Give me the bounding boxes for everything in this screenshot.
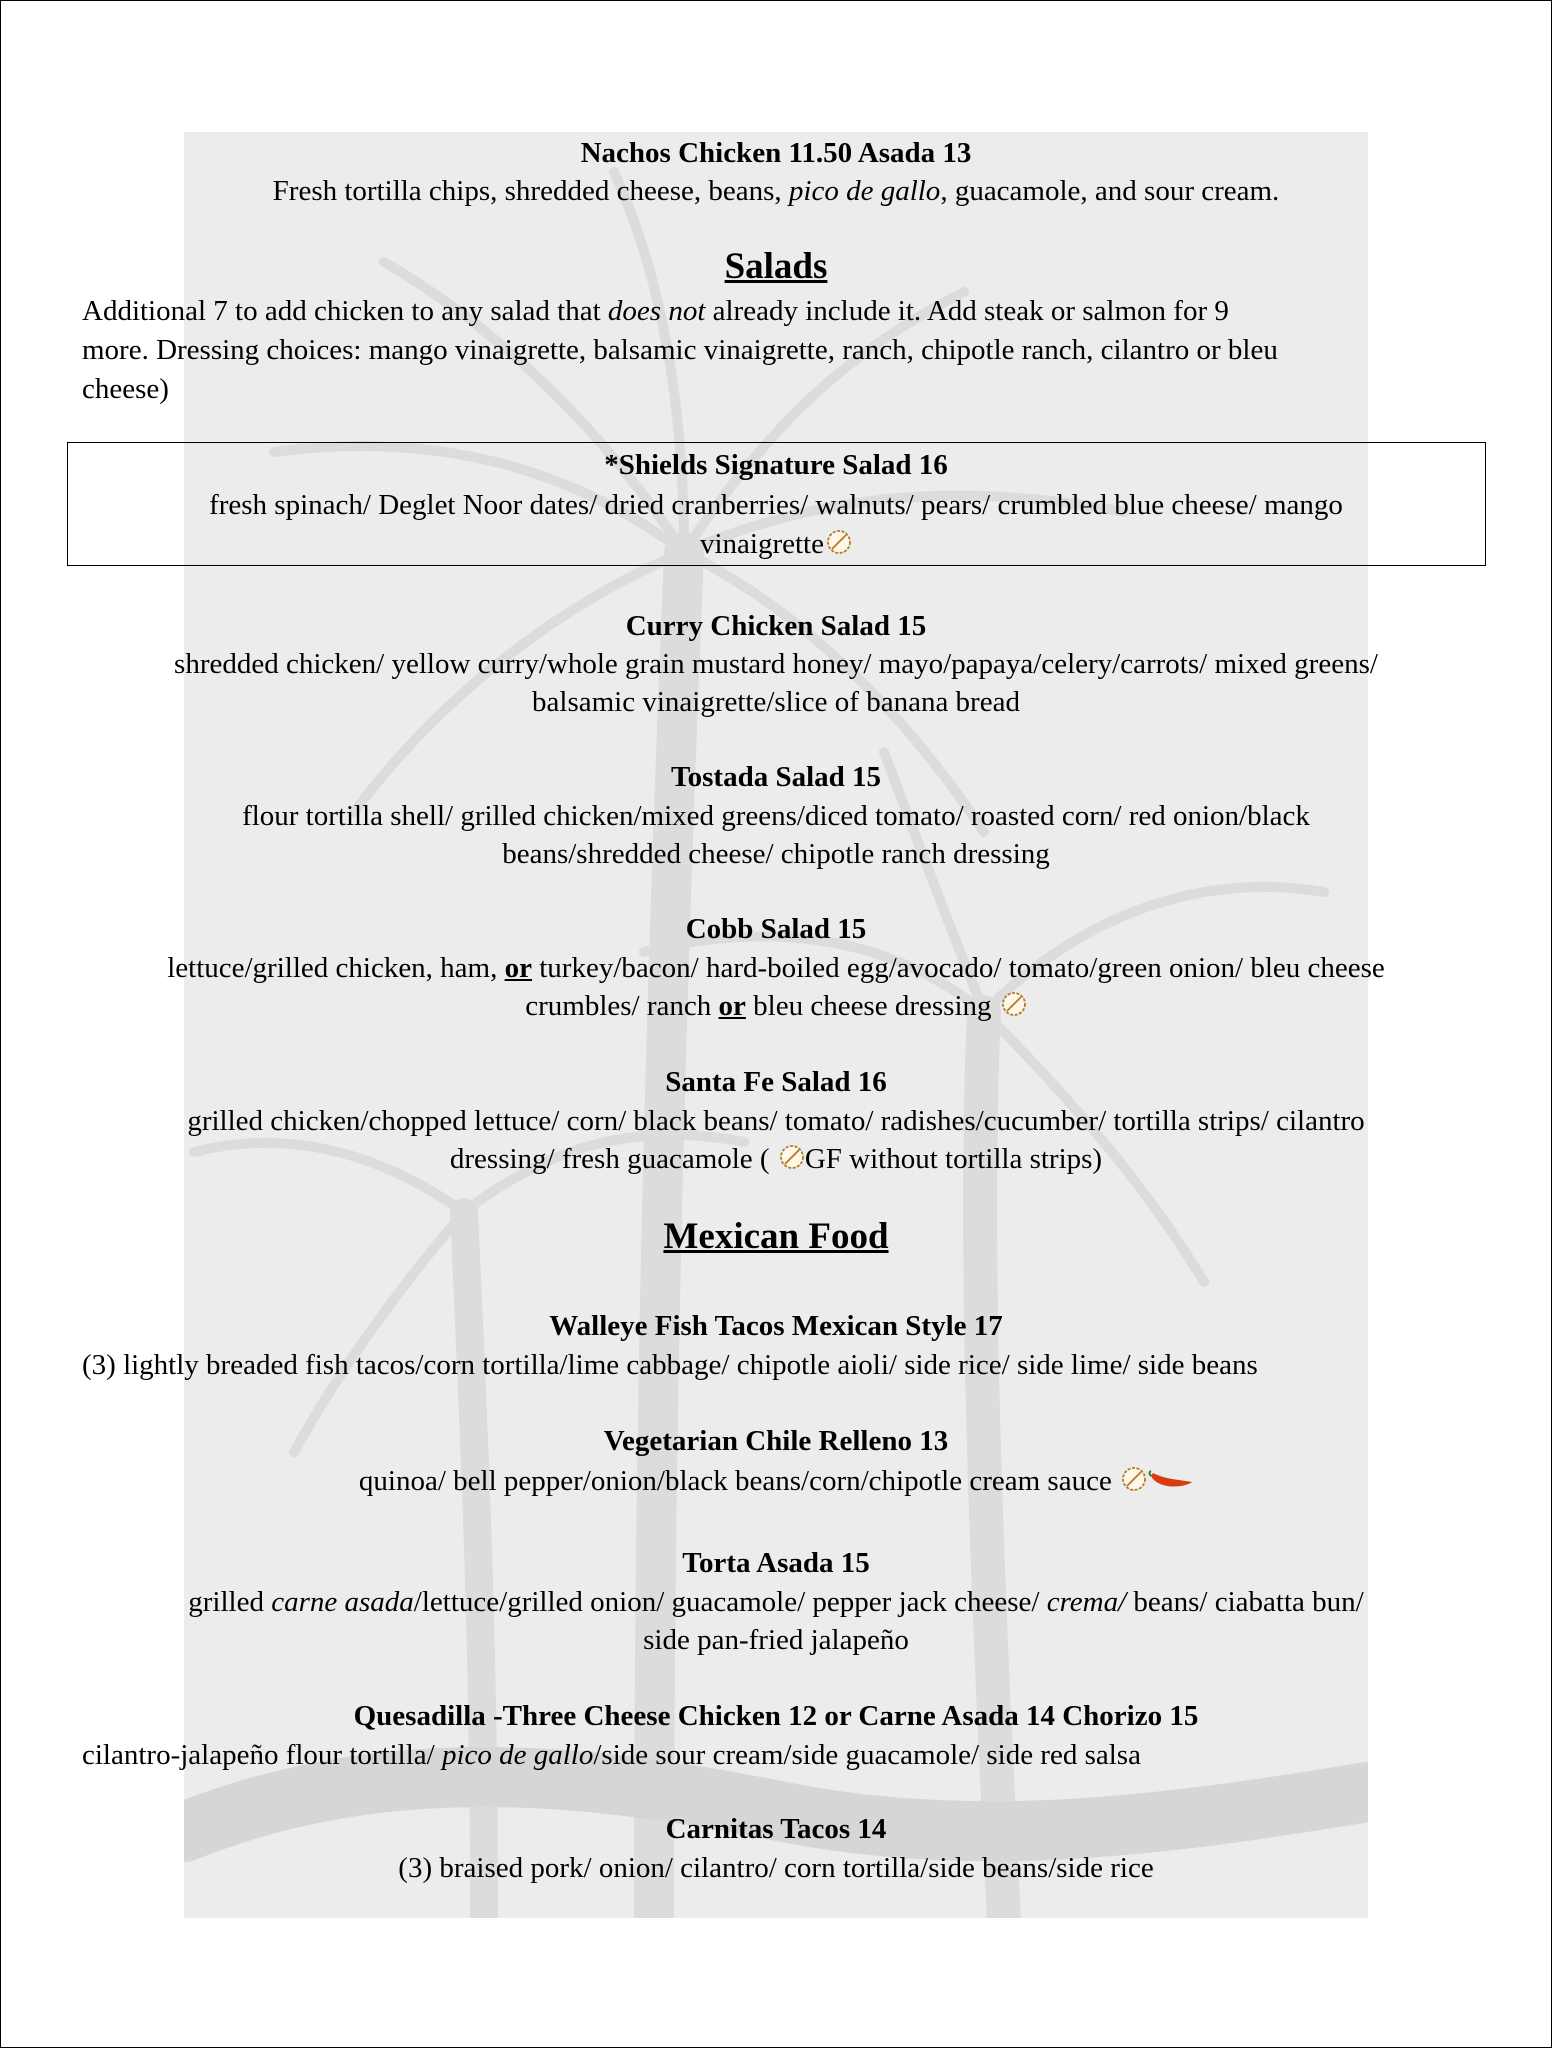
- quesadilla-line-1: cilantro-jalapeño flour tortilla/ pico de gallo/side sour cream/side guacamole/ side red salsa: [82, 1739, 1141, 1771]
- curry-salad-title: Curry Chicken Salad 15: [625, 610, 927, 642]
- chile-relleno-line-1: quinoa/ bell pepper/onion/black beans/corn/chipotle cream sauce: [60, 1462, 1492, 1501]
- torta-asada-title: Torta Asada 15: [682, 1547, 870, 1579]
- tostada-salad-line-2: beans/shredded cheese/ chipotle ranch dressing: [502, 838, 1050, 870]
- walleye-tacos-title: Walleye Fish Tacos Mexican Style 17: [549, 1310, 1003, 1342]
- salads-heading: Salads: [724, 246, 828, 287]
- mexican-food-heading: Mexican Food: [663, 1216, 889, 1257]
- curry-salad-line-1: shredded chicken/ yellow curry/whole grain mustard honey/ mayo/papaya/celery/carrots/ mixed greens/: [174, 648, 1378, 680]
- cobb-salad-title: Cobb Salad 15: [685, 913, 867, 945]
- tostada-salad-line-1: flour tortilla shell/ grilled chicken/mixed greens/diced tomato/ roasted corn/ red onion/black: [242, 800, 1310, 832]
- carnitas-tacos-line-1: (3) braised pork/ onion/ cilantro/ corn tortilla/side beans/side rice: [398, 1852, 1154, 1884]
- salads-note-line-2: more. Dressing choices: mango vinaigrette, balsamic vinaigrette, ranch, chipotle ranch, cilantro or bleu: [82, 334, 1278, 366]
- tostada-salad-title: Tostada Salad 15: [670, 761, 882, 793]
- salads-note-line-3: cheese): [82, 373, 169, 405]
- gluten-free-icon: [1121, 1466, 1147, 1492]
- chili-pepper-icon: [1147, 1470, 1193, 1492]
- cobb-salad-line-1: lettuce/grilled chicken, ham, or turkey/bacon/ hard-boiled egg/avocado/ tomato/green onion/ bleu cheese: [167, 952, 1385, 984]
- signature-salad-line-1: fresh spinach/ Deglet Noor dates/ dried cranberries/ walnuts/ pears/ crumbled blue cheese/ mango: [209, 489, 1343, 521]
- torta-asada-line-2: side pan-fried jalapeño: [643, 1624, 909, 1656]
- gluten-free-icon: [779, 1144, 805, 1170]
- cobb-salad-line-2: crumbles/ ranch or bleu cheese dressing: [60, 987, 1492, 1026]
- chile-relleno-title: Vegetarian Chile Relleno 13: [603, 1425, 949, 1457]
- curry-salad-line-2: balsamic vinaigrette/slice of banana bread: [532, 686, 1020, 718]
- santa-fe-salad-title: Santa Fe Salad 16: [665, 1066, 887, 1098]
- nachos-description: Fresh tortilla chips, shredded cheese, beans, pico de gallo, guacamole, and sour cream.: [272, 175, 1280, 207]
- salads-note-line-1: Additional 7 to add chicken to any salad that does not already include it. Add steak or salmon for 9: [82, 295, 1229, 327]
- carnitas-tacos-title: Carnitas Tacos 14: [665, 1813, 887, 1845]
- santa-fe-salad-line-1: grilled chicken/chopped lettuce/ corn/ black beans/ tomato/ radishes/cucumber/ tortilla strips/ cilantro: [187, 1105, 1365, 1137]
- gluten-free-icon: [826, 529, 852, 555]
- santa-fe-salad-line-2: dressing/ fresh guacamole ( GF without tortilla strips): [449, 1143, 1103, 1175]
- quesadilla-title: Quesadilla -Three Cheese Chicken 12 or Carne Asada 14 Chorizo 15: [353, 1700, 1199, 1732]
- gluten-free-icon: [1001, 991, 1027, 1017]
- walleye-tacos-line-1: (3) lightly breaded fish tacos/corn tortilla/lime cabbage/ chipotle aioli/ side rice/ side lime/ side beans: [82, 1349, 1258, 1381]
- nachos-title: Nachos Chicken 11.50 Asada 13: [580, 137, 972, 169]
- torta-asada-line-1: grilled carne asada/lettuce/grilled onion/ guacamole/ pepper jack cheese/ crema/ beans/ ciabatta bun/: [188, 1586, 1364, 1618]
- signature-salad-line-2: vinaigrette: [60, 525, 1492, 564]
- signature-salad-title: *Shields Signature Salad 16: [604, 449, 948, 481]
